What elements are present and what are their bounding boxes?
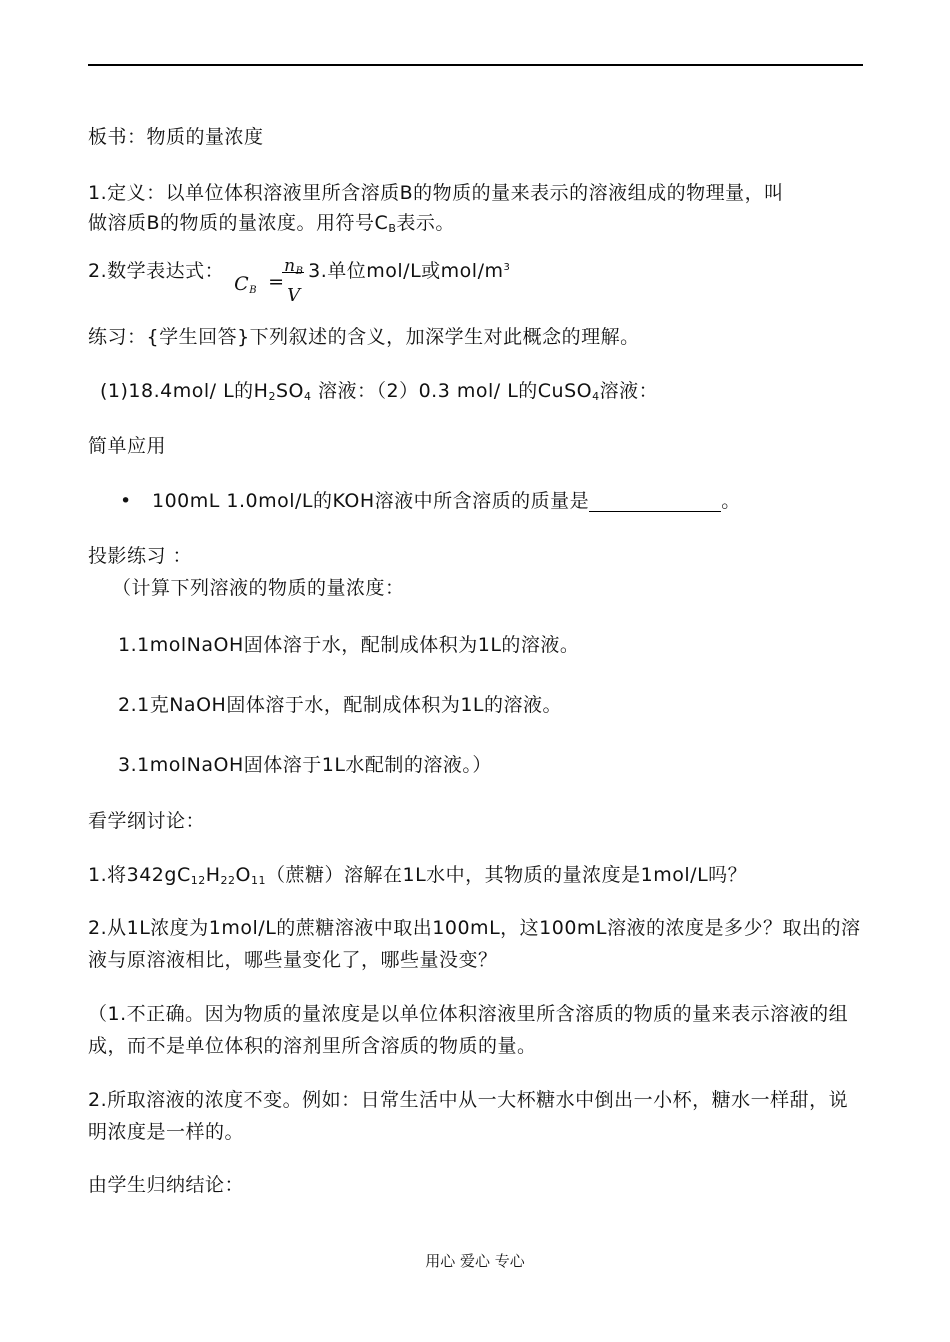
board-title: 板书：物质的量浓度 <box>88 126 264 148</box>
q1-sub-3: 11 <box>251 874 266 887</box>
definition-end: 表示。 <box>396 212 455 234</box>
q1-a: 1.将342gC <box>88 864 191 886</box>
formula-equals: = <box>268 270 285 293</box>
projection-item-1: 1.1molNaOH固体溶于水，配制成体积为1L的溶液。 <box>118 634 580 656</box>
conclusion-title: 由学生归纳结论： <box>88 1174 245 1196</box>
practice-item-2-end: 溶液： <box>599 380 659 402</box>
projection-item-3: 3.1molNaOH固体溶于1L水配制的溶液。） <box>118 754 492 776</box>
header-rule <box>88 64 863 66</box>
projection-title: 投影练习 ： <box>88 545 193 567</box>
projection-item-2: 2.1克NaOH固体溶于水，配制成体积为1L的溶液。 <box>118 694 562 716</box>
cuso-sub: 4 <box>592 390 600 403</box>
simple-app-text: 100mL 1.0mol/L的KOH溶液中所含溶质的质量是 <box>152 490 590 512</box>
definition-symbol-sub: B <box>388 222 397 235</box>
expression-prefix: 2.数学表达式： <box>88 260 225 282</box>
formula-denominator: V <box>287 284 301 306</box>
bullet-icon: • <box>120 490 132 512</box>
simple-app-item <box>120 490 741 512</box>
formula-numerator-sub: B <box>295 265 304 277</box>
formula-lhs: C <box>234 272 250 295</box>
o-sub: 4 <box>303 390 312 403</box>
h-sub: 2 <box>268 390 276 403</box>
so-text: SO <box>275 380 304 402</box>
practice-item-2: 溶液：（2）0.3 mol/ L的CuSO <box>311 380 593 402</box>
definition-text: 做溶质B的物质的量浓度。用符号C <box>88 212 389 234</box>
answer-2: 2.所取溶液的浓度不变。例如：日常生活中从一大杯糖水中倒出一小杯，糖水一样甜，说明浓度是一样的。 <box>88 1089 849 1143</box>
answer-1: （1.不正确。因为物质的量浓度是以单位体积溶液里所含溶质的物质的量来表示溶液的组成，而不是单位体积的溶剂里所含溶质的物质的量。 <box>88 1003 849 1057</box>
q1-sub-2: 22 <box>220 874 236 887</box>
question-1 <box>88 864 747 886</box>
q1-b: H <box>205 864 221 886</box>
q1-c: O <box>235 864 251 886</box>
unit-sup: 3 <box>503 262 511 273</box>
simple-app-end: 。 <box>721 490 741 512</box>
formula-lhs-sub: B <box>249 284 258 296</box>
formula-numerator: n <box>284 255 296 276</box>
definition-line-2 <box>88 212 455 234</box>
discussion-title: 看学纲讨论： <box>88 810 206 832</box>
practice-intro: 练习：{学生回答}下列叙述的含义，加深学生对此概念的理解。 <box>88 326 640 348</box>
page-footer: 用心 爱心 专心 <box>425 1252 525 1270</box>
practice-items <box>100 380 658 402</box>
concentration-formula <box>234 251 306 306</box>
q1-sub-1: 12 <box>190 874 206 887</box>
math-expression-line <box>88 250 511 306</box>
definition-line-1: 1.定义：以单位体积溶液里所含溶质B的物质的量来表示的溶液组成的物理量，叫 <box>88 182 784 204</box>
unit-text: 3.单位mol/L或mol/m <box>308 260 504 282</box>
projection-intro: （计算下列溶液的物质的量浓度： <box>112 577 405 599</box>
practice-item-1: (1)18.4mol/ L的H <box>100 380 269 402</box>
fraction-bar <box>282 272 304 273</box>
question-2: 2.从1L浓度为1mol/L的蔗糖溶液中取出100mL，这100mL溶液的浓度是多少？取出的溶液与原溶液相比，哪些量变化了，哪些量没变？ <box>88 917 861 971</box>
simple-app-title: 简单应用 <box>88 435 167 457</box>
answer-blank <box>589 493 721 512</box>
q1-d: （蔗糖）溶解在1L水中，其物质的量浓度是1mol/L吗？ <box>266 864 748 886</box>
